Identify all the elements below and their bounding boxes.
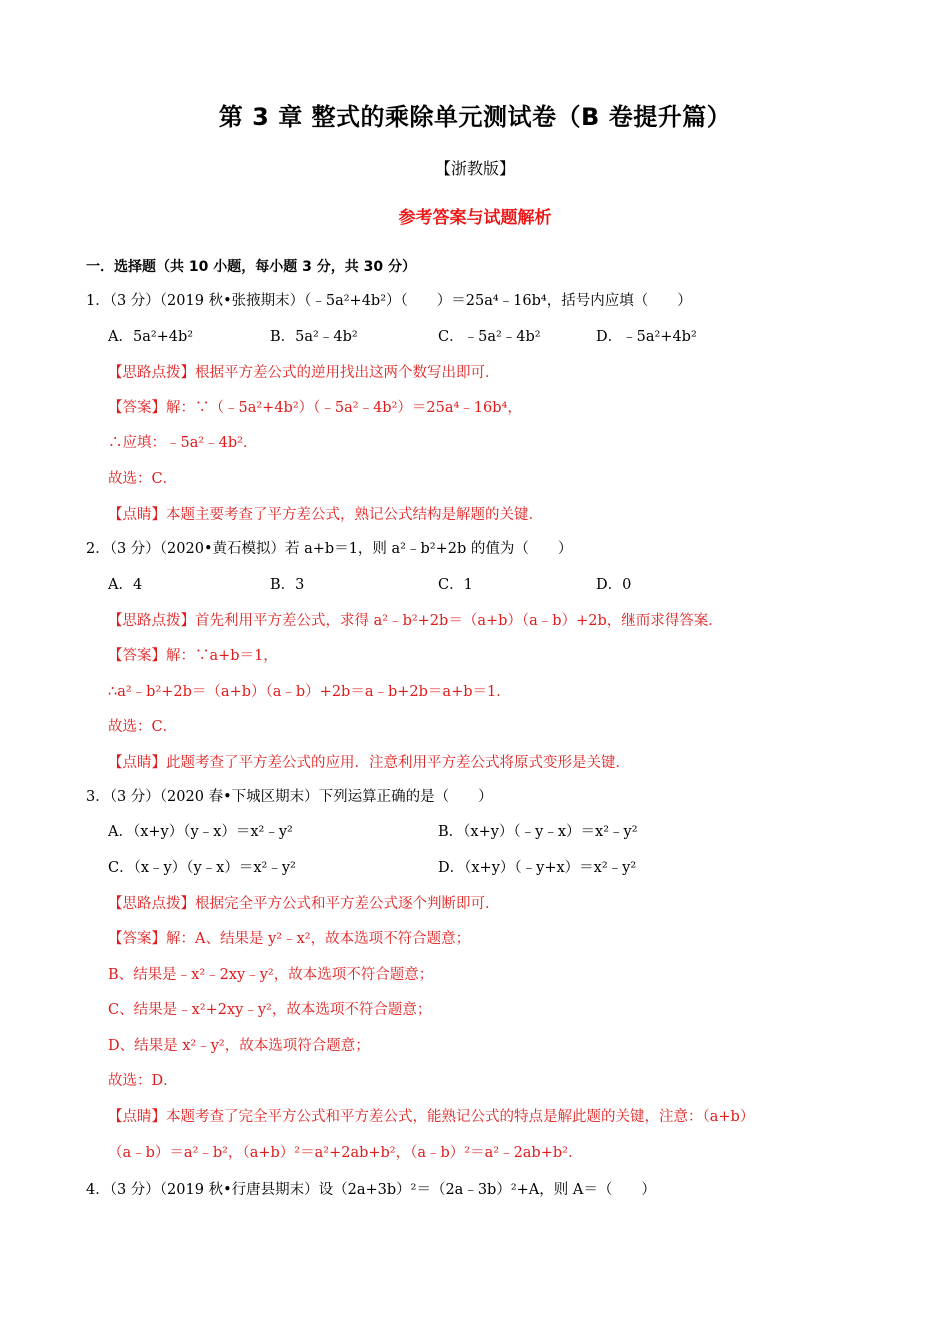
question-1-option-a: A．5a²+4b² [108,329,194,345]
question-2-option-d: D．0 [596,577,632,593]
question-1-hint: 【思路点拨】根据平方差公式的逆用找出这两个数写出即可． [108,365,500,381]
question-2-option-b: B．3 [270,577,305,593]
page-title: 第 3 章 整式的乘除单元测试卷（B 卷提升篇） [218,103,732,131]
answers-heading: 参考答案与试题解析 [398,208,552,228]
question-1-answer-line-2: ∴应填：﹣5a²﹣4b²． [108,435,258,451]
question-2-choice: 故选：C． [108,719,178,735]
question-2-option-a: A．4 [108,577,143,593]
question-3-choice: 故选：D． [108,1073,178,1089]
edition-label: 【浙教版】 [434,159,515,178]
question-2-answer: 【答案】解：∵a+b＝1， [108,648,278,664]
question-1-stem: 1．（3 分）（2019 秋•张掖期末）（﹣5a²+4b²）（ ）＝25a⁴﹣16b⁴，括号内应填（ ） [86,293,692,309]
question-3-answer-d: D、结果是 x²﹣y²，故本选项符合题意； [108,1038,370,1054]
question-3-stem: 3．（3 分）（2020 春•下城区期末）下列运算正确的是（ ） [86,789,493,805]
question-3-answer-c: C、结果是﹣x²+2xy﹣y²，故本选项不符合题意； [108,1002,432,1018]
question-3-option-d: D．（x+y）（﹣y+x）＝x²﹣y² [438,860,637,876]
question-4-stem: 4．（3 分）（2019 秋•行唐县期末）设（2a+3b）²＝（2a﹣3b）²+A，则 A＝（ ） [86,1182,656,1198]
question-3-option-b: B．（x+y）（﹣y﹣x）＝x²﹣y² [438,824,638,840]
section-heading: 一．选择题（共 10 小题，每小题 3 分，共 30 分） [86,259,416,275]
question-1-choice: 故选：C． [108,471,178,487]
question-2-answer-line-2: ∴a²﹣b²+2b＝（a+b）（a﹣b）+2b＝a﹣b+2b＝a+b＝1． [108,684,511,700]
question-2-hint: 【思路点拨】首先利用平方差公式，求得 a²﹣b²+2b＝（a+b）（a﹣b）+2b，继而求得答案． [108,613,723,629]
question-3-answer: 【答案】解：A、结果是 y²﹣x²，故本选项不符合题意； [108,931,471,947]
question-3-option-c: C．（x﹣y）（y﹣x）＝x²﹣y² [108,860,296,876]
question-3-comment-line-2: （a﹣b）＝a²﹣b²，（a+b）²＝a²+2ab+b²，（a﹣b）²＝a²﹣2ab+b²． [108,1145,583,1161]
question-1-comment: 【点睛】本题主要考查了平方差公式，熟记公式结构是解题的关键． [108,507,543,523]
question-3-answer-b: B、结果是﹣x²﹣2xy﹣y²，故本选项不符合题意； [108,967,434,983]
question-1-option-c: C．﹣5a²﹣4b² [438,329,541,345]
question-2-stem: 2．（3 分）（2020•黄石模拟）若 a+b＝1，则 a²﹣b²+2b 的值为（ ） [86,541,573,557]
question-2-option-c: C．1 [438,577,473,593]
question-2-comment: 【点睛】此题考查了平方差公式的应用．注意利用平方差公式将原式变形是关键． [108,755,630,771]
question-1-answer: 【答案】解：∵（﹣5a²+4b²）（﹣5a²﹣4b²）＝25a⁴﹣16b⁴， [108,400,522,416]
question-1-option-b: B．5a²﹣4b² [270,329,358,345]
question-3-option-a: A．（x+y）（y﹣x）＝x²﹣y² [108,824,293,840]
question-1-option-d: D．﹣5a²+4b² [596,329,697,345]
question-3-comment: 【点睛】本题考查了完全平方公式和平方差公式，能熟记公式的特点是解此题的关键，注意：（a+b） [108,1109,755,1125]
question-3-hint: 【思路点拨】根据完全平方公式和平方差公式逐个判断即可． [108,896,500,912]
